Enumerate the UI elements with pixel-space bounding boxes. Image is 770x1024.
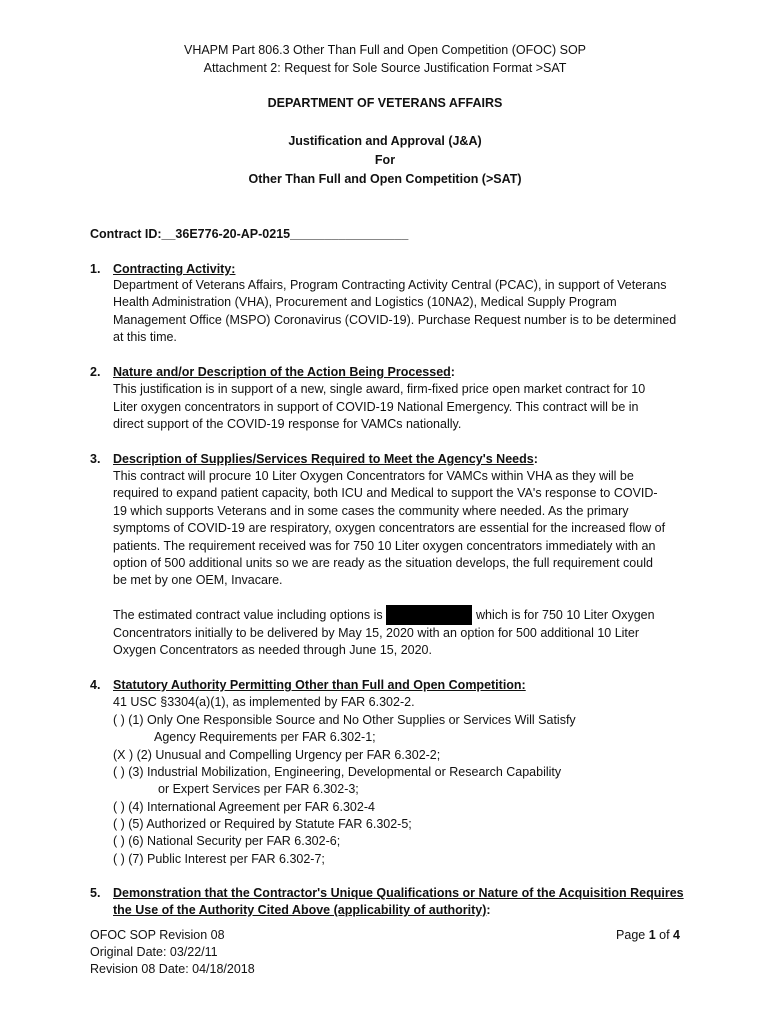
section-2-line: direct support of the COVID-19 response for VAMCs nationally.	[113, 417, 462, 431]
section-5-heading-wrap	[113, 903, 491, 917]
section-3-line: patients. The requirement received was for 750 10 Liter oxygen concentrators immediately with an	[113, 539, 656, 553]
section-3-line: Concentrators initially to be delivered by May 15, 2020 with an option for 500 additional 10 Liter	[113, 626, 640, 640]
section-2-line: Liter oxygen concentrators in support of COVID-19 National Emergency. This contract will be in	[113, 400, 639, 414]
footer-original-date: Original Date: 03/22/11	[90, 945, 218, 959]
page-total: 4	[673, 928, 680, 942]
authority-item: ( ) (1) Only One Responsible Source and No Other Supplies or Services Will Satisfy	[113, 713, 576, 727]
section-3-line: symptoms of COVID-19 are respiratory, oxygen concentrators are essential for the increased flow of	[113, 521, 666, 535]
authority-item: (X ) (2) Unusual and Compelling Urgency per FAR 6.302-2;	[113, 748, 441, 762]
authority-item: ( ) (3) Industrial Mobilization, Engineering, Developmental or Research Capability	[113, 765, 562, 779]
section-2-line: This justification is in support of a new, single award, firm-fixed price open market contract for 10	[113, 382, 646, 396]
section-4-heading: Statutory Authority Permitting Other than Full and Open Competition:	[113, 678, 526, 692]
section-3-number: 3.	[90, 452, 101, 466]
section-3-line: 19 which supports Veterans and in some cases the community where needed. As the primary	[113, 504, 629, 518]
section-1-line: Health Administration (VHA), Procurement and Logistics (10NA2), Medical Supply Program	[113, 295, 617, 309]
section-3-line: Oxygen Concentrators as needed through June 15, 2020.	[113, 643, 432, 657]
section-1-line: Management Office (MSPO) Coronavirus (COVID-19). Purchase Request number is to be determined	[113, 313, 677, 327]
section-5-heading-line-2: the Use of the Authority Cited Above (applicability of authority)	[113, 903, 487, 917]
authority-item: ( ) (5) Authorized or Required by Statute FAR 6.302-5;	[113, 817, 412, 831]
header-line-2: Attachment 2: Request for Sole Source Justification Format >SAT	[203, 61, 567, 75]
header-line-1: VHAPM Part 806.3 Other Than Full and Open Competition (OFOC) SOP	[183, 43, 587, 57]
section-3-line: be met by one OEM, Invacare.	[113, 573, 283, 587]
section-2-heading: Nature and/or Description of the Action Being Processed	[113, 365, 451, 379]
section-5-heading-suffix: :	[486, 903, 491, 917]
section-2-heading-suffix: :	[450, 365, 455, 379]
section-2-heading-wrap	[113, 365, 455, 379]
section-4-number: 4.	[90, 678, 101, 692]
section-1-number: 1.	[90, 262, 101, 276]
section-3-value-suffix: which is for 750 10 Liter Oxygen	[476, 608, 655, 622]
section-3-heading: Description of Supplies/Services Required to Meet the Agency's Needs	[113, 452, 534, 466]
contract-id: Contract ID:__36E776-20-AP-0215_________________	[90, 227, 409, 241]
section-4-intro: 41 USC §3304(a)(1), as implemented by FAR 6.302-2.	[113, 695, 415, 709]
section-3-heading-suffix: :	[533, 452, 538, 466]
page-prefix: Page	[616, 928, 649, 942]
authority-item: ( ) (4) International Agreement per FAR 6.302-4	[113, 800, 375, 814]
redaction-box	[386, 605, 472, 625]
section-2-number: 2.	[90, 365, 101, 379]
page-number: 1	[648, 928, 656, 942]
title-line-2: For	[374, 153, 396, 167]
section-5-number: 5.	[90, 886, 101, 900]
footer-revision-date: Revision 08 Date: 04/18/2018	[90, 962, 255, 976]
authority-item: ( ) (6) National Security per FAR 6.302-6;	[113, 834, 341, 848]
authority-item: Agency Requirements per FAR 6.302-1;	[154, 730, 376, 744]
authority-item: ( ) (7) Public Interest per FAR 6.302-7;	[113, 852, 325, 866]
section-5-heading-line-1: Demonstration that the Contractor's Unique Qualifications or Nature of the Acquisition Requires	[113, 886, 684, 900]
section-3-line: required to expand patient capacity, both ICU and Medical to support the VA's response to COVID-	[113, 486, 658, 500]
section-1-heading: Contracting Activity:	[113, 262, 236, 276]
title-line-3: Other Than Full and Open Competition (>SAT)	[248, 172, 522, 186]
page-of: of	[655, 928, 674, 942]
department-heading: DEPARTMENT OF VETERANS AFFAIRS	[267, 96, 503, 110]
page-indicator	[616, 928, 680, 942]
section-3-line: This contract will procure 10 Liter Oxygen Concentrators for VAMCs within VHA as they will be	[113, 469, 634, 483]
section-3-value-prefix: The estimated contract value including options is	[113, 608, 383, 622]
footer-revision: OFOC SOP Revision 08	[90, 928, 225, 942]
section-3-heading-wrap	[113, 452, 538, 466]
authority-item: or Expert Services per FAR 6.302-3;	[158, 782, 359, 796]
title-line-1: Justification and Approval (J&A)	[288, 134, 482, 148]
section-1-line: at this time.	[113, 330, 177, 344]
section-3-line: option of 500 additional units so we are ready as the situation develops, the full requirement could	[113, 556, 653, 570]
section-1-line: Department of Veterans Affairs, Program Contracting Activity Central (PCAC), in support of Veterans	[113, 278, 667, 292]
